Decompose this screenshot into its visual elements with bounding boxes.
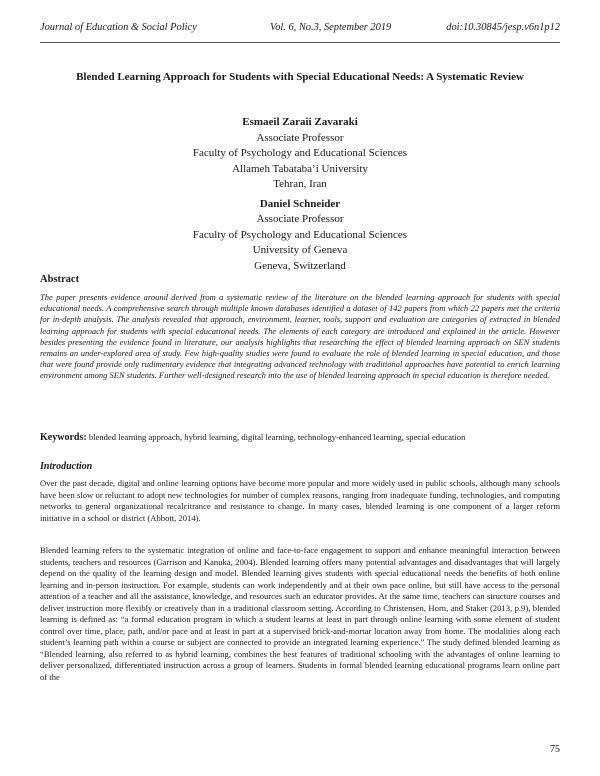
keywords-text: blended learning approach, hybrid learning, digital learning, technology-enhanced learning, special education	[88, 432, 466, 442]
author-institution: University of Geneva	[252, 244, 348, 256]
header-divider	[40, 42, 560, 43]
author-location: Geneva, Switzerland	[254, 259, 346, 272]
paper-title: Blended Learning Approach for Students with Special Educational Needs: A Systematic Review	[76, 71, 524, 83]
body-paragraph: Blended learning refers to the systematic integration of online and face-to-face engagement to support and enhance meaningful interaction between students, teachers and resources (Garrison and Kanuka, 2004). Blended learning offers many potential advantages and disadvantages that will largely depend on the quality of the learning design and model. Blended learning gives students with special educational needs the benefits of both online learning and in-person instruction. For example, students can work independently and at their own pace online, but still have access to the personal attention of a teacher and all the assistance, knowledge, and resources such an educator provides. At the same time, teachers can structure courses and deliver instruction more flexibly or creatively than in a traditional classroom setting. According to Christensen, Horn, and Staker (2013, p.9), blended learning is defined as: “a formal education program in which a student learns at least in part through online learning with some element of student control over time, place, path, and/or pace and at least in part at a supervised brick-and-mortar location away from home. The modalities along each student’s learning path within a course or subject are connected to provide an integrated learning experience.” The study defined blended learning as “Blended learning, also referred to as hybrid learning, combines the best features of traditional schooling with the advantages of online learning to deliver personalized, differentiated instruction across a group of learners. Students in formal blended learning educational programs learn online part of the	[40, 545, 560, 682]
author-name: Esmaeil Zaraii Zavaraki	[242, 116, 358, 128]
doi: doi:10.30845/jesp.v6n1p12	[446, 22, 560, 33]
running-header	[40, 22, 560, 38]
author-position: Associate Professor	[256, 131, 344, 144]
abstract-text: The paper presents evidence around derived from a systematic review of the literature on the blended learning approach for students with special educational needs. A comprehensive search through multiple known databases identified a dataset of 142 papers from which 22 papers met the criteria for in-depth analysis. The analysis revealed that approach, environment, learner, tools, support and evaluation are categories of extracted in blended learning approach for students with special educational needs. The elements of each category are introduced and explained in the article. However besides presenting the evidence found in literature, our analysis highlights that researching the effect of blended learning approach on SEN students remains an under-explored area of study. Few high-quality studies were found to evaluate the role of blended learning in special education, and those that were found provide only rudimentary evidence that integrating advanced technology with traditional approaches have potential to enrich learning environment among SEN students. Further well-designed research into the use of blended learning approach in special education is therefore needed.	[40, 292, 560, 381]
author-list	[40, 115, 560, 274]
author-department: Faculty of Psychology and Educational Sciences	[192, 147, 408, 159]
author-block	[40, 115, 560, 193]
volume-issue: Vol. 6, No.3, September 2019	[270, 22, 392, 33]
keywords	[40, 432, 560, 444]
abstract-heading: Abstract	[40, 274, 80, 285]
author-position: Associate Professor	[256, 213, 344, 225]
keywords-label: Keywords:	[40, 432, 87, 443]
author-department: Faculty of Psychology and Educational Sciences	[192, 228, 408, 241]
author-institution: Allameh Tabataba’i University	[232, 162, 368, 175]
author-location: Tehran, Iran	[273, 178, 327, 190]
introduction-heading: Introduction	[40, 461, 93, 472]
body-paragraph: Over the past decade, digital and online learning options have become more popular and more widely used in public schools, although many schools have been slow or reluctant to adopt new technologies for number of complex reasons, ranging from inadequate funding, technologies, and computing networks to general organizational recalcitrance and resistance to change. In many cases, blended learning is one component of a larger reform initiative in a school or district (Abbott, 2014).	[40, 478, 560, 523]
page-number: 75	[550, 744, 560, 755]
journal-name: Journal of Education & Social Policy	[40, 22, 197, 33]
author-name: Daniel Schneider	[259, 197, 341, 210]
author-block	[40, 197, 560, 275]
